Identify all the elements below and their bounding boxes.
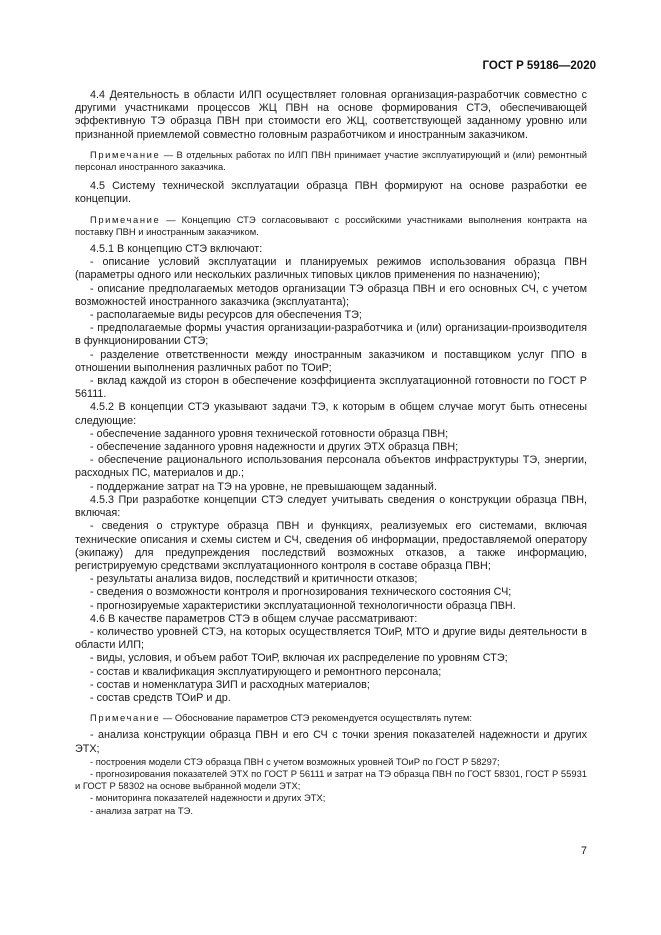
list-item: - разделение ответственности между иностранным заказчиком и поставщиком услуг ППО в отношении выполнения различных работ по ТОиР;: [75, 348, 587, 374]
note-text: — Обоснование параметров СТЭ рекомендуется осуществлять путем:: [160, 712, 472, 724]
list-item: - сведения о структуре образца ПВН и функциях, реализуемых его системами, включая технические описания и схемы систем и СЧ, сведения об информации, предоставляемой оператору (экипажу) для предупреждения последствий возможных отказов, а также информацию, регистрируемую средствами эксплуатационного контроля в составе образца ПВН;: [75, 520, 587, 572]
list-item: - состав средств ТОиР и др.: [90, 691, 231, 704]
note-list-item: - прогнозирования показателей ЭТХ по ГОСТ Р 56111 и затрат на ТЭ образца ПВН по ГОСТ 58301, ГОСТ Р 55931 и ГОСТ Р 58302 на основе выбранной модели ЭТХ;: [75, 767, 587, 792]
list-item: - прогнозируемые характеристики эксплуатационной технологичности образца ПВН.: [90, 599, 516, 612]
paragraph-4-4: 4.4 Деятельность в области ИЛП осуществляет головная организация-разработчик совместно с другими участниками процессов ЖЦ ПВН на основе формирования СТЭ, обеспечивающей эффективную ТЭ образца ПВН при стоимости его ЖЦ, соответствующей заданному уровню или признанной приемлемой совместно головным разработчиком и иностранным заказчиком.: [75, 89, 587, 141]
document-header: ГОСТ Р 59186—2020: [482, 60, 596, 72]
note-list-item: - анализа затрат на ТЭ.: [90, 804, 193, 816]
note-text: — Концепцию СТЭ согласовывают с российскими участниками выполнения контракта на поставку ПВН и иностранным заказчиком.: [75, 213, 587, 237]
list-item: - описание условий эксплуатации и планируемых режимов использования образца ПВН (параметры одного или нескольких различных типовых циклов применения по назначению);: [75, 256, 587, 282]
list-item: - располагаемые виды ресурсов для обеспечения ТЭ;: [90, 309, 362, 322]
note-label: Примечание: [90, 148, 161, 160]
page-number: 7: [580, 845, 587, 857]
note-list-item: - построения модели СТЭ образца ПВН с учетом возможных уровней ТОиР по ГОСТ Р 58297;: [90, 755, 500, 767]
paragraph-4-5-3: 4.5.3 При разработке концепции СТЭ следует учитывать сведения о конструкции образца ПВН, включая:: [75, 493, 587, 520]
list-item: - виды, условия, и объем работ ТОиР, включая их распределение по уровням СТЭ;: [90, 652, 508, 665]
list-item: - поддержание затрат на ТЭ на уровне, не превышающем заданный.: [90, 480, 437, 493]
note-list-item: - анализа конструкции образца ПВН и его СЧ с точки зрения показателей надежности и других ЭТХ;: [75, 729, 587, 755]
note: [75, 149, 587, 173]
paragraph-4-5-2: 4.5.2 В концепции СТЭ указывают задачи ТЭ, к которым в общем случае могут быть отнесены следующие:: [75, 401, 587, 427]
list-item: - обеспечение рационального использования персонала объектов инфраструктуры ТЭ, энергии, расходных ПС, материалов и др.;: [75, 454, 587, 480]
paragraph-4-6: 4.6 В качестве параметров СТЭ в общем случае рассматривают:: [90, 612, 418, 625]
list-item: - количество уровней СТЭ, на которых осуществляется ТОиР, МТО и другие виды деятельности в области ИЛП;: [75, 625, 587, 652]
note-label: Примечание: [90, 213, 161, 225]
list-item: - сведения о возможности контроля и прогнозирования технического состояния СЧ;: [90, 586, 512, 599]
list-item: - состав и номенклатура ЗИП и расходных материалов;: [90, 678, 370, 691]
list-item: - описание предполагаемых методов организации ТЭ образца ПВН и его основных СЧ, с учетом возможностей иностранного заказчика (эксплуатанта);: [75, 282, 587, 308]
paragraph-4-5-1: 4.5.1 В концепцию СТЭ включают:: [90, 243, 263, 256]
paragraph-4-5: 4.5 Систему технической эксплуатации образца ПВН формируют на основе разработки ее концепции.: [75, 180, 587, 206]
note: [75, 712, 587, 724]
note-label: Примечание: [90, 712, 161, 724]
list-item: - вклад каждой из сторон в обеспечение коэффициента эксплуатационной готовности по ГОСТ Р 56111.: [75, 375, 587, 401]
list-item: - предполагаемые формы участия организации-разработчика и (или) организации-производителя в функционировании СТЭ;: [75, 322, 587, 348]
list-item: - результаты анализа видов, последствий и критичности отказов;: [90, 573, 418, 586]
note-text: — В отдельных работах по ИЛП ПВН принимает участие эксплуатирующий и (или) ремонтный персонал иностранного заказчика.: [75, 148, 587, 173]
list-item: - обеспечение заданного уровня технической готовности образца ПВН;: [90, 427, 449, 440]
document-body: [75, 89, 587, 817]
note-list-item: - мониторинга показателей надежности и других ЭТХ;: [90, 792, 326, 804]
list-item: - обеспечение заданного уровня надежности и других ЭТХ образца ПВН;: [90, 441, 459, 454]
list-item: - состав и квалификация эксплуатирующего и ремонтного персонала;: [90, 665, 442, 678]
note: [75, 214, 587, 238]
